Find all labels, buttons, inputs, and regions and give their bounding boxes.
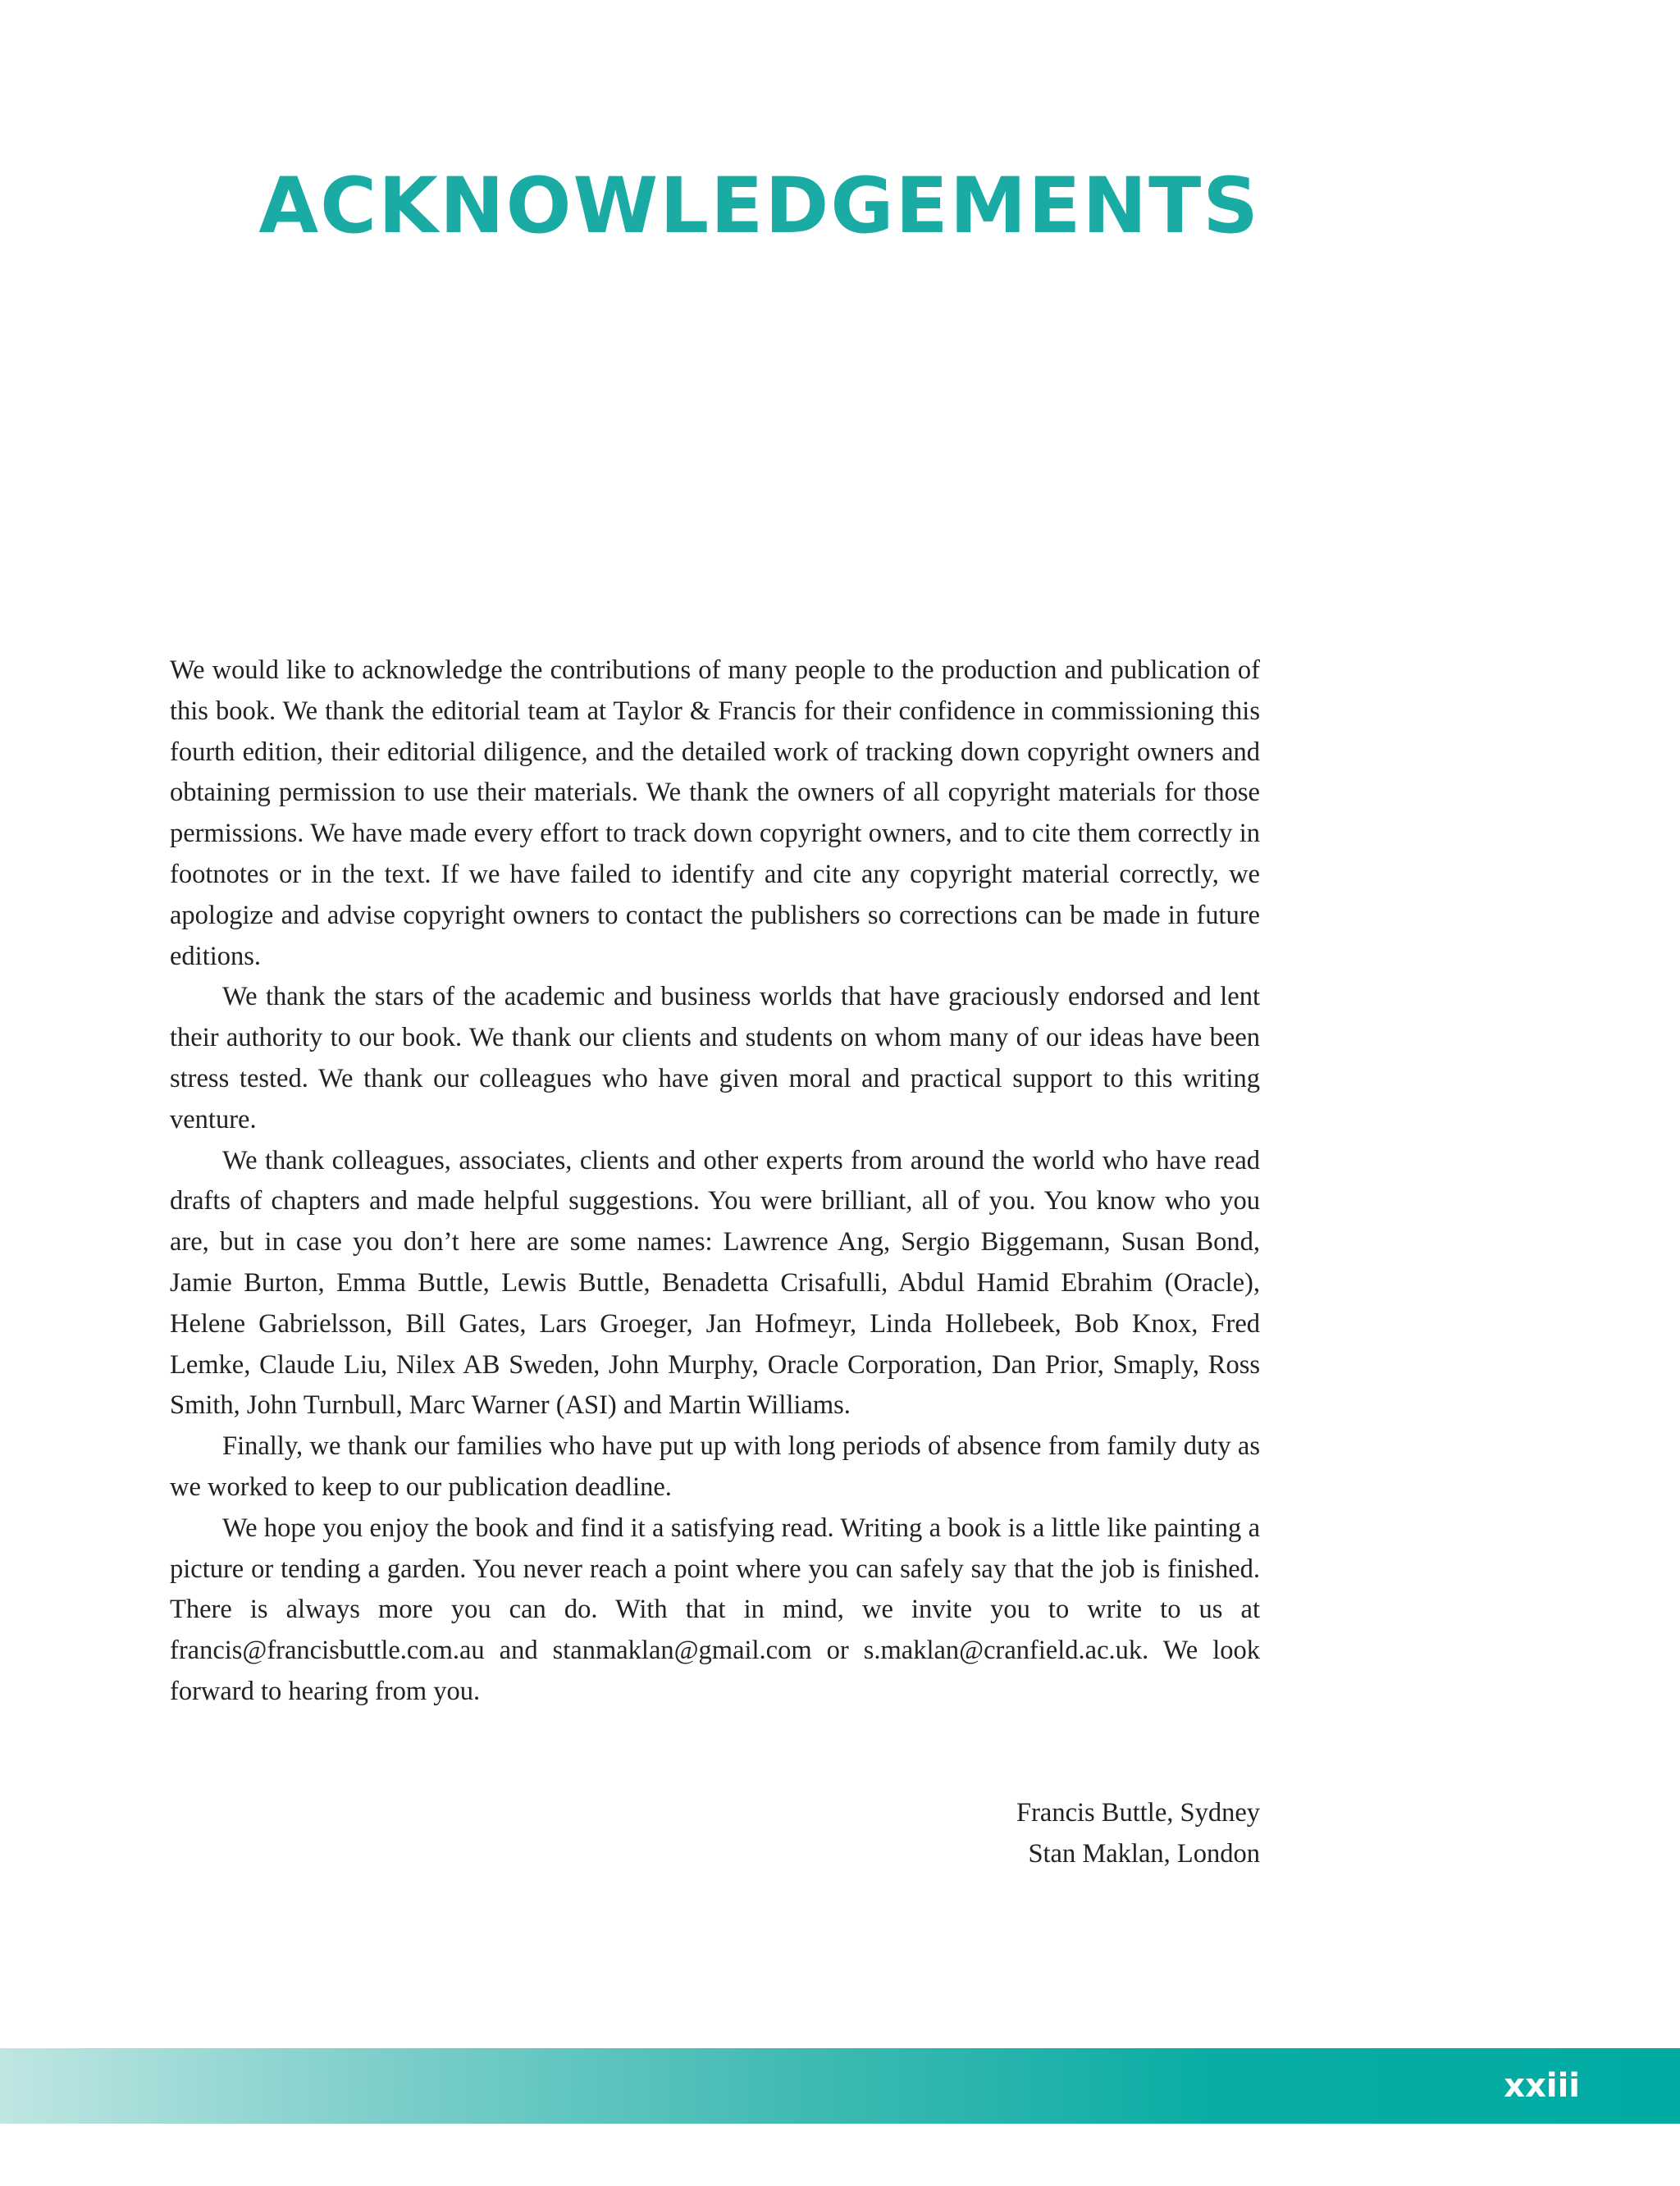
page-title: ACKNOWLEDGEMENTS — [258, 162, 1260, 251]
paragraph-2: We thank the stars of the academic and business worlds that have graciously endorsed and lent their authority to our book. We thank our clients and students on whom many of our ideas have been stress tested. We thank our colleagues who have given moral and practical support to this writing venture. — [170, 982, 1260, 1134]
acknowledgements-body — [170, 650, 1260, 1713]
paragraph-4: Finally, we thank our families who have put up with long periods of absence from family duty as we worked to keep to our publication deadline. — [170, 1431, 1260, 1502]
signature-stan-maklan: Stan Maklan, London — [1028, 1838, 1260, 1869]
footer-band — [0, 2048, 1680, 2124]
signature-block — [170, 1793, 1260, 1875]
page-number: xxiii — [1504, 2067, 1580, 2105]
signature-francis-buttle: Francis Buttle, Sydney — [1016, 1798, 1260, 1828]
paragraph-5: We hope you enjoy the book and find it a satisfying read. Writing a book is a little like painting a picture or tending a garden. You never reach a point where you can safely say that the job is finished. There is always more you can do. With that in mind, we invite you to write to us at francis@francisbuttle.com.au and stanmaklan@gmail.com or s.maklan@cranfield.ac.uk. We look forward to hearing from you. — [170, 1513, 1260, 1706]
paragraph-1: We would like to acknowledge the contributions of many people to the production and publication of this book. We thank the editorial team at Taylor & Francis for their confidence in commissioning this fourth edition, their editorial diligence, and the detailed work of tracking down copyright owners and obtaining permission to use their materials. We thank the owners of all copyright materials for those permissions. We have made every effort to track down copyright owners, and to cite them correctly in footnotes or in the text. If we have failed to identify and cite any copyright material correctly, we apologize and advise copyright owners to contact the publishers so corrections can be made in future editions. — [170, 655, 1260, 971]
paragraph-3: We thank colleagues, associates, clients and other experts from around the world who have read drafts of chapters and made helpful suggestions. You were brilliant, all of you. You know who you are, but in case you don’t here are some names: Lawrence Ang, Sergio Biggemann, Susan Bond, Jamie Burton, Emma Buttle, Lewis Buttle, Benadetta Crisafulli, Abdul Hamid Ebrahim (Oracle), Helene Gabrielsson, Bill Gates, Lars Groeger, Jan Hofmeyr, Linda Hollebeek, Bob Knox, Fred Lemke, Claude Liu, Nilex AB Sweden, John Murphy, Oracle Corporation, Dan Prior, Smaply, Ross Smith, John Turnbull, Marc Warner (ASI) and Martin Williams. — [170, 1145, 1260, 1421]
